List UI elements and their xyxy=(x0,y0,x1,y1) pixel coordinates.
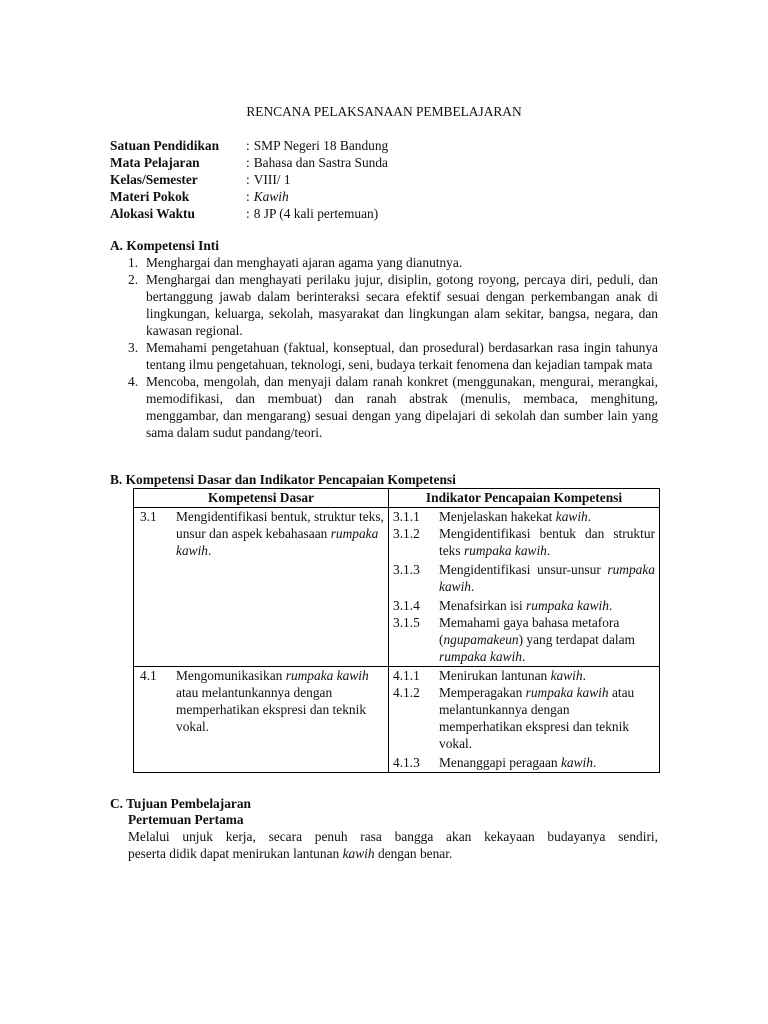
list-item xyxy=(128,254,658,271)
meta-separator: : xyxy=(246,138,250,153)
meta-row-alokasi xyxy=(110,205,388,222)
indikator-text: Menjelaskan hakekat kawih. xyxy=(439,509,592,524)
indikator-text: Mengidentifikasi bentuk dan struktur teks rumpaka kawih. xyxy=(439,526,655,558)
indikator-text: Memperagakan rumpaka kawih atau melantunkannya dengan memperhatikan ekspresi dan teknik vokal. xyxy=(439,685,635,751)
indikator-entry xyxy=(393,614,655,665)
list-item xyxy=(128,271,658,339)
indikator-code: 3.1.5 xyxy=(393,615,420,630)
indikator-text: Menirukan lantunan kawih. xyxy=(439,668,586,683)
list-number: 2. xyxy=(128,272,139,287)
kd-code: 4.1 xyxy=(140,668,157,683)
indikator-code: 3.1.3 xyxy=(393,562,420,577)
indikator-entry xyxy=(393,508,655,525)
section-b-heading: B. Kompetensi Dasar dan Indikator Pencapaian Kompetensi xyxy=(110,472,456,487)
indikator-entry xyxy=(393,684,655,752)
list-number: 1. xyxy=(128,255,139,270)
table-row xyxy=(134,508,660,667)
indikator-code: 3.1.2 xyxy=(393,526,420,541)
indikator-text: Mengidentifikasi unsur-unsur rumpaka kawih. xyxy=(439,562,655,594)
indikator-code: 4.1.3 xyxy=(393,755,420,770)
indikator-code: 4.1.2 xyxy=(393,685,420,700)
kd-entry xyxy=(138,667,384,735)
kd-text: Mengidentifikasi bentuk, struktur teks, unsur dan aspek kebahasaan rumpaka kawih. xyxy=(176,509,384,558)
list-number: 4. xyxy=(128,374,139,389)
meta-label: Kelas/Semester xyxy=(110,172,198,187)
meta-row-satuan xyxy=(110,137,388,154)
meta-row-materi xyxy=(110,188,388,205)
table-cell-indikator xyxy=(389,667,660,773)
indikator-code: 4.1.1 xyxy=(393,668,420,683)
indikator-text: Memahami gaya bahasa metafora (ngupamakeun) yang terdapat dalam rumpaka kawih. xyxy=(439,615,635,664)
section-a-heading: A. Kompetensi Inti xyxy=(110,238,219,253)
indikator-entry xyxy=(393,559,655,595)
meta-separator: : xyxy=(246,189,250,204)
list-text: Menghargai dan menghayati ajaran agama yang dianutnya. xyxy=(146,255,463,270)
list-number: 3. xyxy=(128,340,139,355)
indikator-text: Menanggapi peragaan kawih. xyxy=(439,755,597,770)
meta-value: 8 JP (4 kali pertemuan) xyxy=(253,206,379,221)
paragraph-line: Melalui unjuk kerja, secara penuh rasa bangga akan kekayaan budayanya sendiri, xyxy=(128,829,658,844)
learning-goal-paragraph xyxy=(128,828,658,862)
indikator-entry xyxy=(393,752,655,771)
indikator-text: Menafsirkan isi rumpaka kawih. xyxy=(439,598,613,613)
column-header-indikator: Indikator Pencapaian Kompetensi xyxy=(389,489,660,508)
table-row xyxy=(134,667,660,773)
document-title: RENCANA PELAKSANAAN PEMBELAJARAN xyxy=(246,104,522,119)
table-cell-indikator xyxy=(389,508,660,667)
indikator-entry xyxy=(393,595,655,614)
kd-entry xyxy=(138,508,384,559)
column-header-kd: Kompetensi Dasar xyxy=(134,489,389,508)
meta-value: Bahasa dan Sastra Sunda xyxy=(253,155,388,170)
paragraph-text: peserta didik dapat menirukan lantunan xyxy=(128,846,340,861)
list-item xyxy=(128,373,658,441)
table-header-row xyxy=(134,489,660,508)
kompetensi-inti-list xyxy=(128,254,658,441)
table-cell-kd xyxy=(134,667,389,773)
meeting-subheading: Pertemuan Pertama xyxy=(128,812,244,827)
meta-value: Kawih xyxy=(253,189,289,204)
meta-label: Materi Pokok xyxy=(110,189,190,204)
kd-text: Mengomunikasikan rumpaka kawih atau melantunkannya dengan memperhatikan ekspresi dan teknik vokal. xyxy=(176,668,369,734)
list-text: Menghargai dan menghayati perilaku jujur, disiplin, gotong royong, percaya diri, peduli, dan bertanggung jawab dalam berinteraksi secara efektif sesuai dengan perkembangan anak di lingkungan, keluarga, sekolah, masyarakat dan lingkungan alam sekitar, bangsa, negara, dan kawasan regional. xyxy=(146,272,658,338)
meta-row-mapel xyxy=(110,154,388,171)
meta-label: Satuan Pendidikan xyxy=(110,138,220,153)
meta-value: VIII/ 1 xyxy=(253,172,291,187)
section-c-heading: C. Tujuan Pembelajaran xyxy=(110,796,251,811)
paragraph-text: dengan benar. xyxy=(377,846,453,861)
indikator-code: 3.1.4 xyxy=(393,598,420,613)
kd-indikator-table xyxy=(133,488,660,773)
meta-label: Alokasi Waktu xyxy=(110,206,195,221)
meta-separator: : xyxy=(246,155,250,170)
paragraph-emphasis: kawih xyxy=(342,846,375,861)
meta-row-kelas xyxy=(110,171,388,188)
list-text: Mencoba, mengolah, dan menyaji dalam ranah konkret (menggunakan, mengurai, merangkai, memodifikasi, dan membuat) dan ranah abstrak (menulis, membaca, menghitung, menggambar, dan mengarang) sesuai dengan yang dipelajari di sekolah dan sumber lain yang sama dalam sudut pandang/teori. xyxy=(146,374,658,440)
indikator-code: 3.1.1 xyxy=(393,509,420,524)
meta-label: Mata Pelajaran xyxy=(110,155,200,170)
table-cell-kd xyxy=(134,508,389,667)
identity-block xyxy=(110,137,388,222)
meta-value: SMP Negeri 18 Bandung xyxy=(253,138,389,153)
indikator-entry xyxy=(393,525,655,559)
list-text: Memahami pengetahuan (faktual, konseptual, dan prosedural) berdasarkan rasa ingin tahunya tentang ilmu pengetahuan, teknologi, seni, budaya terkait fenomena dan kejadian tampak mata xyxy=(146,340,658,372)
meta-separator: : xyxy=(246,172,250,187)
kd-code: 3.1 xyxy=(140,509,157,524)
meta-separator: : xyxy=(246,206,250,221)
indikator-entry xyxy=(393,667,655,684)
list-item xyxy=(128,339,658,373)
